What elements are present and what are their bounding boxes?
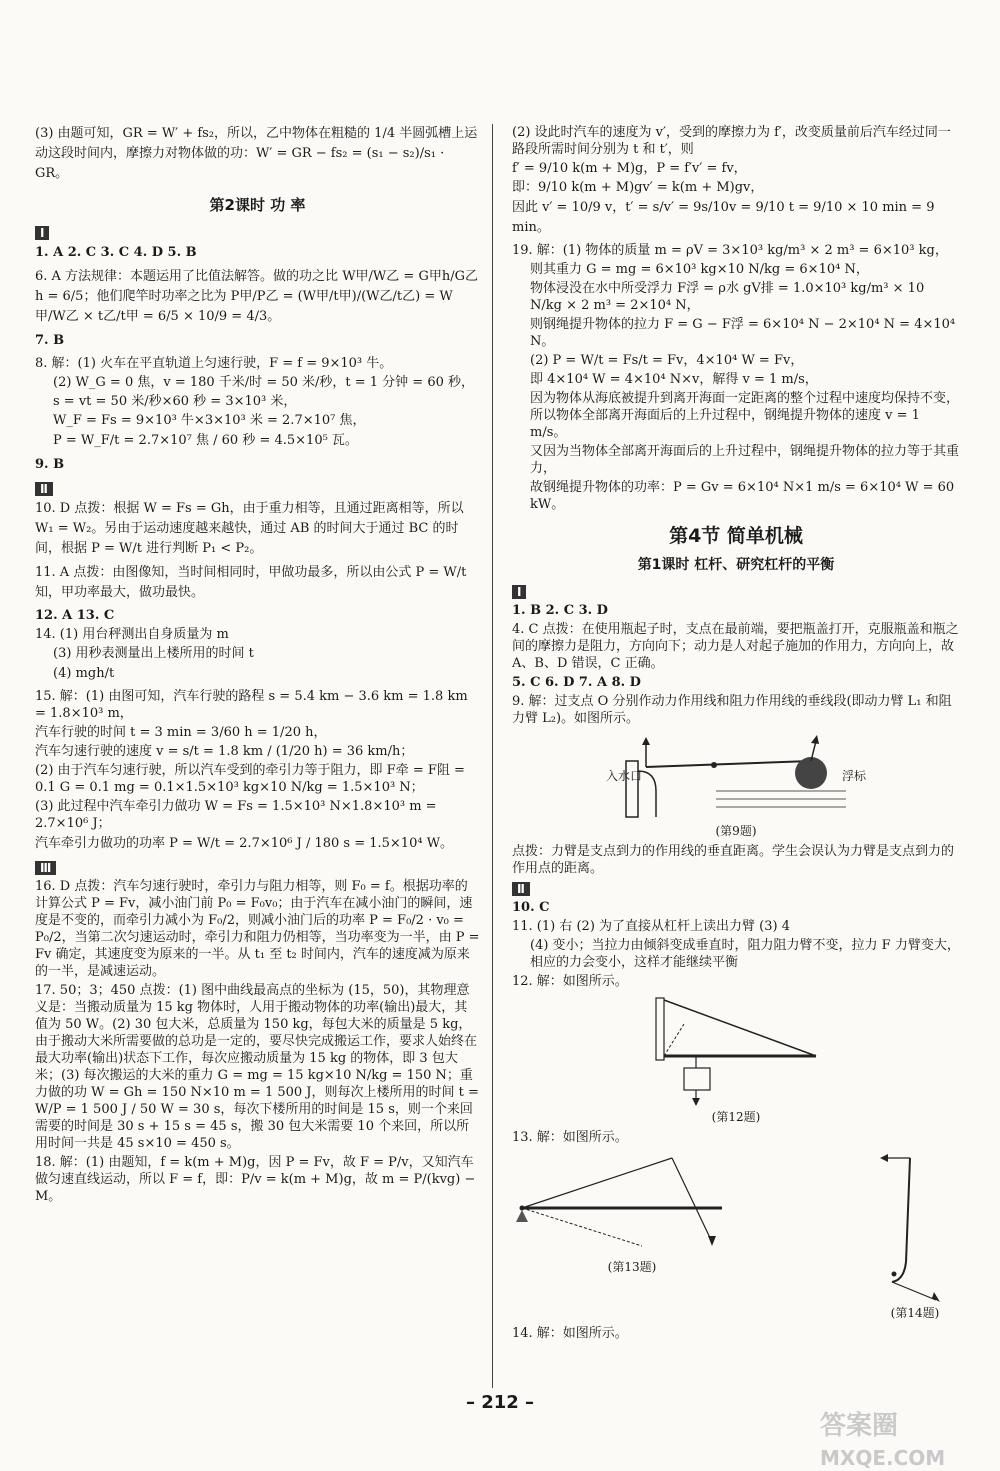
answer-12-right: 12. 解：如图所示。 — [512, 974, 628, 989]
answer-19-line1: 19. 解：(1) 物体的质量 m = ρV = 3×10³ kg/m³ × 2 m³ = 6×10³ kg， — [512, 243, 948, 258]
answer-12-13: 12. A 13. C — [35, 608, 115, 623]
figure-14 — [870, 1152, 960, 1321]
answer-19-line3: 物体浸没在水中所受浮力 F浮 = ρ水 gV排 = 1.0×10³ kg/m³ × 10 N/kg × 2 m³ = 2×10⁴ N， — [530, 281, 925, 313]
answer-16: 16. D 点拨：汽车匀速行驶时，牵引力与阻力相等，则 F₀ = f。根据功率的计算公式 P = Fv，减小油门前 P₀ = F₀v₀；由于汽车在减小油门的瞬间，速度是不变的，而牵引力减小为 F₀/2，则减小油门后的功率 P = F₀/2 · v₀ = P₀/2，当第二次匀速运动时，牵引力和阻力仍相等，当功率变为一半，由 P = Fv 确定，其速度变为原来的一半。从 t₁ 至 t₂ 时间内，汽车的速度减为原来的一半，是减速运动。 — [35, 879, 480, 979]
watermark-line1: 答案圈 — [820, 1411, 899, 1441]
lever-wall-diagram — [636, 994, 836, 1106]
answer-15-line1: 15. 解：(1) 由图可知，汽车行驶的路程 s = 5.4 km − 3.6 km = 1.8 km = 1.8×10³ m， — [35, 689, 468, 721]
answer-10-right: 10. C — [512, 900, 550, 915]
answers-1-5: 1. A 2. C 3. C 4. D 5. B — [35, 245, 197, 260]
answer-15-line6: 汽车牵引力做功的功率 P = W/t = 2.7×10⁶ J / 180 s = 1.5×10⁴ W。 — [35, 836, 454, 851]
answer-8-line1: 8. 解：(1) 火车在平直轨道上匀速行驶，F = f = 9×10³ 牛。 — [35, 356, 393, 371]
answer-19-line9: 故钢绳提升物体的功率：P = Gv = 6×10⁴ N×1 m/s = 6×10⁴ W = 60 kW。 — [530, 480, 955, 512]
answer-18-part2-line1: (2) 设此时汽车的速度为 v′，受到的摩擦力为 f′，改变质量前后汽车经过同一路段所需时间分别为 t 和 t′，则 — [512, 125, 951, 157]
answer-11-right-a: 11. (1) 右 (2) 为了直接从杠杆上读出力臂 (3) 4 — [512, 919, 790, 934]
answer-8-line2: (2) W_G = 0 焦，v = 180 千米/时 = 50 米/秒，t = 1 分钟 = 60 秒， — [53, 375, 475, 390]
answer-18-part2-line3: 即：9/10 k(m + M)gv′ = k(m + M)gv， — [512, 180, 764, 195]
answer-15-line3: 汽车匀速行驶的速度 v = s/t = 1.8 km / (1/20 h) = 36 km/h； — [35, 744, 414, 759]
lever-arm-diagram — [512, 1152, 752, 1256]
tool-lever-diagram — [870, 1152, 960, 1302]
answer-11: 11. A 点拨：由图像知，当时间相同时，甲做功最多，所以由公式 P = W/t 知，甲功率最大，做功最快。 — [35, 565, 467, 600]
answer-19-line7: 因为物体从海底被提升到离开海面一定距离的整个过程中速度均保持不变，所以物体全部离开海面后的上升过程中，钢绳提升物体的速度 v = 1 m/s。 — [530, 391, 960, 440]
answer-9-right: 9. 解：过支点 O 分别作动力作用线和阻力作用线的垂线段(即动力臂 L₁ 和阻力臂 L₂)。如图所示。 — [512, 694, 952, 726]
figure-13-caption: (第13题) — [607, 1260, 657, 1274]
watermark — [820, 1405, 945, 1470]
right-column — [512, 124, 960, 1344]
answer-13-right: 13. 解：如图所示。 — [512, 1130, 628, 1145]
section-title: 第4节 简单机械 — [669, 525, 803, 547]
answer-8-line3: s = vt = 50 米/秒×60 秒 = 3×10³ 米， — [53, 394, 297, 409]
answer-10: 10. D 点拨：根据 W = Fs = Gh，由于重力相等，且通过距离相等，所以 W₁ = W₂。另由于运动速度越来越快，通过 AB 的时间大于通过 BC 的时间，根据 P = W/t 进行判断 P₁ < P₂。 — [35, 501, 464, 556]
answer-7: 7. B — [35, 333, 65, 348]
level-badge-1: Ⅰ — [35, 226, 49, 240]
answer-6: 6. A 方法规律：本题运用了比值法解答。做的功之比 W甲/W乙 = G甲h/G乙h = 6/5；他们爬竿时功率之比为 P甲/P乙 = (W甲/t甲)/(W乙/t乙) = W甲/W乙 × t乙/t甲 = 6/5 × 10/9 = 4/3。 — [35, 269, 478, 324]
answers-5-8: 5. C 6. D 7. A 8. D — [512, 675, 641, 690]
figure-14-caption: (第14题) — [890, 1306, 940, 1320]
lesson-title: 第2课时 功 率 — [209, 196, 306, 214]
answer-8-line5: P = W_F/t = 2.7×10⁷ 焦 / 60 秒 = 4.5×10⁵ 瓦。 — [53, 433, 358, 448]
answer-14-right: 14. 解：如图所示。 — [512, 1326, 628, 1341]
page-number: – 212 – — [465, 1392, 535, 1413]
figure-9-caption: (第9题) — [715, 824, 757, 838]
answer-18-part2-line4: 因此 v′ = 10/9 v，t′ = s/v′ = 9s/10v = 9/10 t = 9/10 × 10 min = 9 min。 — [512, 200, 935, 235]
figure-12-caption: (第12题) — [711, 1110, 761, 1124]
answers-1-3: 1. B 2. C 3. D — [512, 603, 608, 618]
answer-17: 17. 50；3；450 点拨：(1) 图中曲线最高点的坐标为 (15，50)，其物理意义是：当搬动质量为 15 kg 物体时，人用于搬动物体的功率(输出)最大，其值为 50 W。(2) 30 包大米，总质量为 150 kg，每包大米的质量是 5 kg，由于搬动大米所需要做的总功是一定的，要尽快完成搬运工作，要求人始终在最大功率(输出)状态下工作，每次应搬动质量为 15 kg 的物体，即 3 包大米；(3) 每次搬运的大米的重力 G = mg = 15 kg×10 N/kg = 150 N；重力做的功 W = Gh = 150 N×10 m = 1 500 J，则每次上楼所用的时间 t = W/P = 1 500 J / 50 W = 30 s，每次下楼所用的时间是 15 s，则一个来回需要的时间是 30 s + 15 s = 45 s，搬 30 包大米需要 10 个来回，所以所用时间一共是 45 s×10 = 450 s。 — [35, 983, 479, 1151]
answer-19-line5: (2) P = W/t = Fs/t = Fv，4×10⁴ W = Fv， — [530, 353, 804, 368]
tip-text: 点拨：力臂是支点到力的作用线的垂直距离。学生会误认为力臂是支点到力的作用点的距离。 — [512, 844, 955, 876]
left-column — [35, 124, 480, 1207]
figure-13 — [512, 1152, 752, 1275]
watermark-line2: MXQE.COM — [820, 1446, 946, 1470]
answer-14-line2: (3) 用秒表测量出上楼所用的时间 t — [53, 646, 254, 661]
answer-8-line4: W_F = Fs = 9×10³ 牛×3×10³ 米 = 2.7×10⁷ 焦， — [53, 413, 366, 428]
answer-15-line5: (3) 此过程中汽车牵引力做功 W = Fs = 1.5×10³ N×1.8×10³ m = 2.7×10⁶ J； — [35, 799, 437, 831]
inlet-label: 入水口 — [606, 769, 643, 783]
level-badge-3: Ⅲ — [35, 861, 56, 875]
answer-18-part2-line2: f′ = 9/10 k(m + M)g，P = f′v′ = fv， — [512, 161, 747, 176]
figures-13-14-row — [512, 1148, 960, 1325]
answer-19-line2: 则其重力 G = mg = 6×10³ kg×10 N/kg = 6×10⁴ N， — [530, 262, 869, 277]
figure-12 — [512, 994, 960, 1125]
level-badge-2-right: Ⅱ — [512, 882, 530, 896]
lesson-subtitle: 第1课时 杠杆、研究杠杆的平衡 — [637, 557, 835, 573]
answer-19-line6: 即 4×10⁴ W = 4×10⁴ N×v，解得 v = 1 m/s， — [530, 372, 818, 387]
answer-19-line4: 则钢绳提升物体的拉力 F = G − F浮 = 6×10⁴ N − 2×10⁴ N = 4×10⁴ N。 — [530, 317, 956, 349]
float-label: 浮标 — [841, 769, 866, 783]
column-divider — [492, 124, 493, 1388]
figure-9 — [512, 731, 960, 839]
level-badge-2: Ⅱ — [35, 482, 53, 496]
answer-9: 9. B — [35, 457, 65, 472]
answer-18: 18. 解：(1) 由题知，f = k(m + M)g，因 P = Fv，故 F = P/v，又知汽车做匀速直线运动，所以 F = f，即：P/v = k(m + M)g，故 m = P/(kvg) − M。 — [35, 1155, 476, 1204]
answer-p3: (3) 由题可知，GR = W′ + fs₂，所以，乙中物体在粗糙的 1/4 半圆弧槽上运动这段时间内，摩擦力对物体做的功：W′ = GR − fs₂ = (s₁ − s₂)/s₁ · GR。 — [35, 126, 478, 181]
answer-15-line4: (2) 由于汽车匀速行驶，所以汽车受到的牵引力等于阻力，即 F牵 = F阻 = 0.1 G = 0.1 mg = 0.1×1.5×10³ kg×10 N/kg = 1.5×10³ N； — [35, 763, 465, 795]
answer-11-right-b: (4) 变小；当拉力由倾斜变成垂直时，阻力阻力臂不变，拉力 F 力臂变大，相应的力会变小，这样才能继续平衡 — [530, 938, 960, 970]
answer-15-line2: 汽车行驶的时间 t = 3 min = 3/60 h = 1/20 h， — [35, 725, 327, 740]
level-badge-1-right: Ⅰ — [512, 585, 526, 599]
answer-14-line3: (4) mgh/t — [53, 666, 115, 681]
answer-14-line1: 14. (1) 用台秤测出自身质量为 m — [35, 627, 229, 642]
answer-4-right: 4. C 点拨：在使用瓶起子时，支点在最前端，要把瓶盖打开，克服瓶盖和瓶之间的摩擦力是阻力，方向向下；动力是人对起子施加的作用力，方向向上，故 A、B、D 错误，C 正确。 — [512, 622, 959, 671]
answer-19-line8: 又因为当物体全部离开海面后的上升过程中，钢绳提升物体的拉力等于其重力， — [530, 444, 960, 476]
